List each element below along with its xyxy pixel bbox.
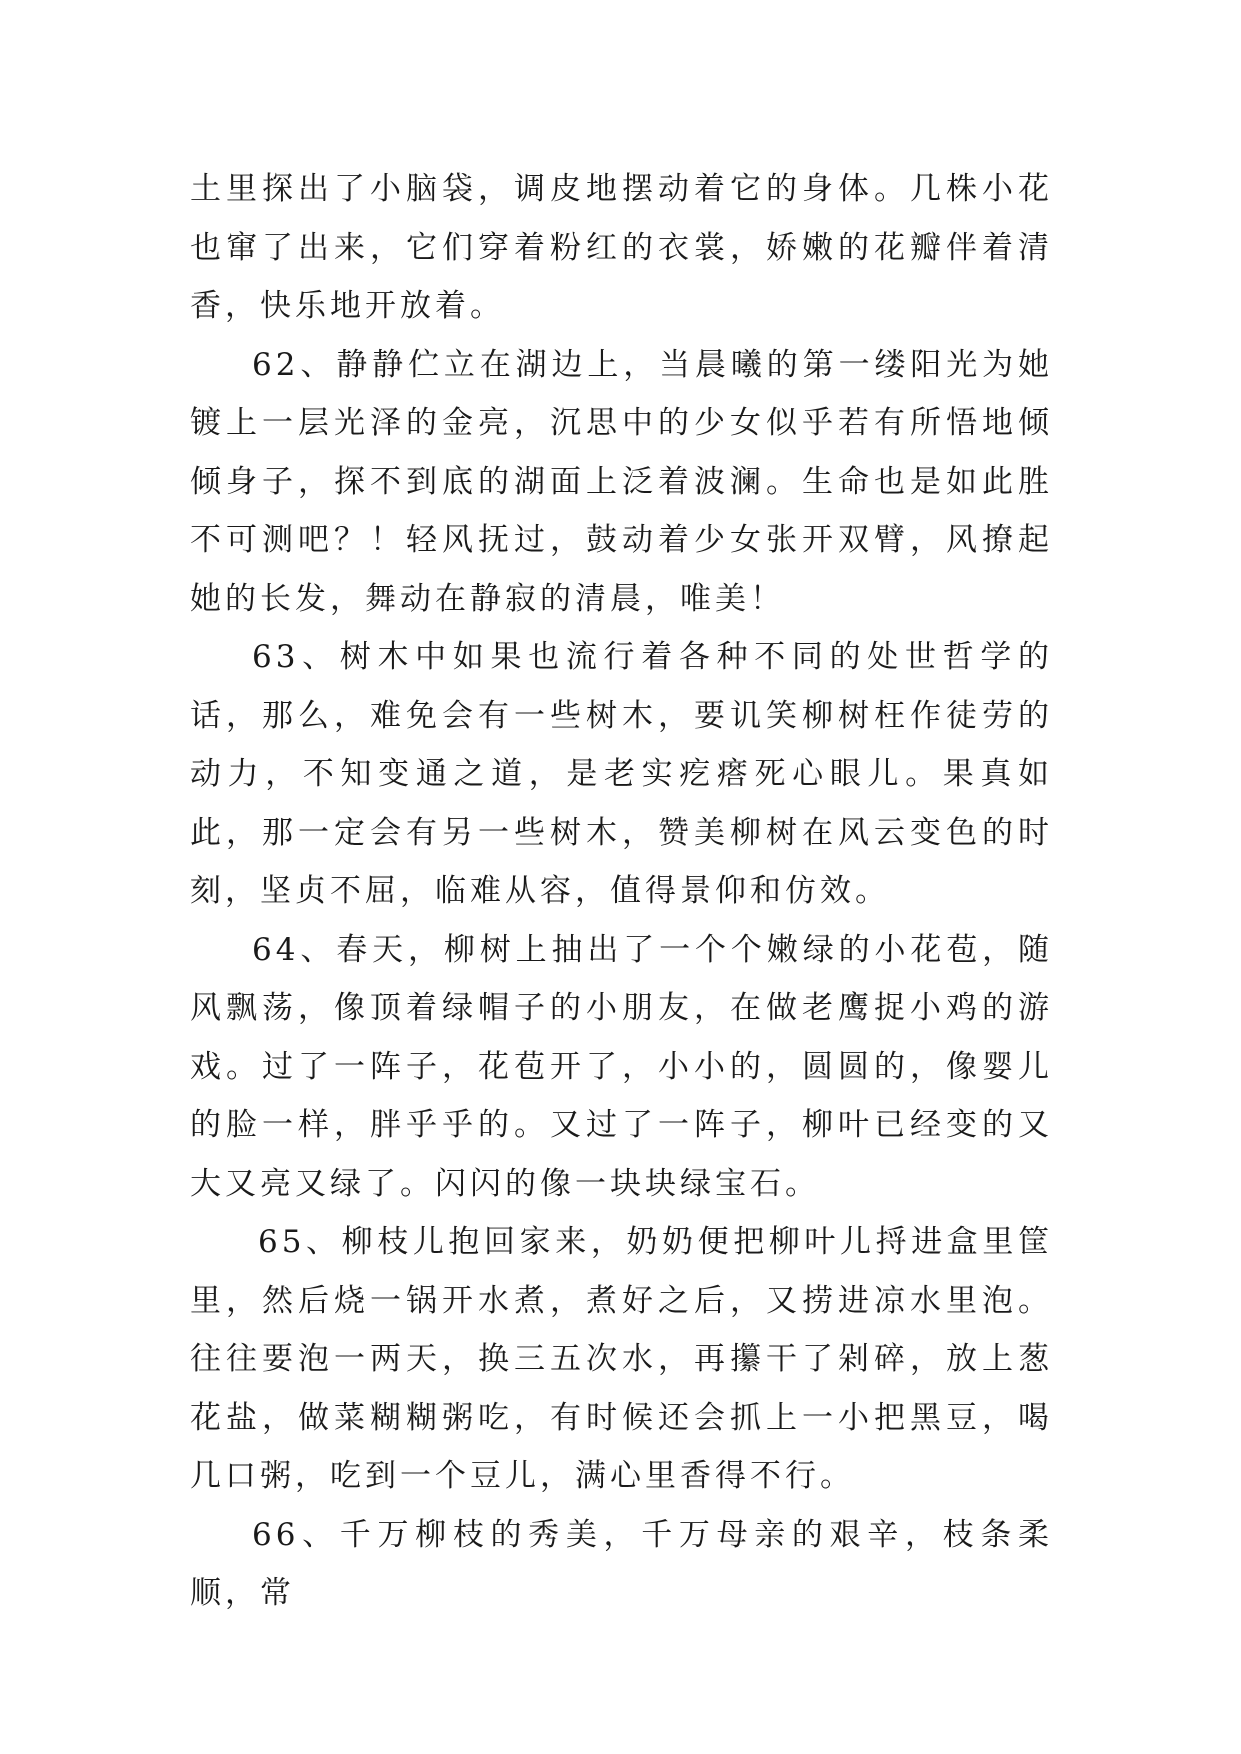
paragraph-continuation: 土里探出了小脑袋，调皮地摆动着它的身体。几株小花也窜了出来，它们穿着粉红的衣裳，娇嫩的花瓣伴着清香，快乐地开放着。 <box>190 171 1053 324</box>
paragraph-66: 66、千万柳枝的秀美，千万母亲的艰辛，枝条柔顺，常 <box>190 1516 1053 1611</box>
paragraph-64: 64、春天，柳树上抽出了一个个嫩绿的小花苞，随风飘荡，像顶着绿帽子的小朋友，在做老鹰捉小鸡的游戏。过了一阵子，花苞开了，小小的，圆圆的，像婴儿的脸一样，胖乎乎的。又过了一阵子，柳叶已经变的又大又亮又绿了。闪闪的像一块块绿宝石。 <box>190 931 1053 1202</box>
paragraph-62: 62、静静伫立在湖边上，当晨曦的第一缕阳光为她镀上一层光泽的金亮，沉思中的少女似乎若有所悟地倾倾身子，探不到底的湖面上泛着波澜。生命也是如此胜不可测吧？！轻风抚过，鼓动着少女张开双臂，风撩起她的长发，舞动在静寂的清晨，唯美！ <box>190 346 1053 617</box>
paragraph-65: 65、柳枝儿抱回家来，奶奶便把柳叶儿捋进盒里筐里，然后烧一锅开水煮，煮好之后，又捞进凉水里泡。往往要泡一两天，换三五次水，再攥干了剁碎，放上葱花盐，做菜糊糊粥吃，有时候还会抓上一小把黑豆，喝几口粥，吃到一个豆儿，满心里香得不行。 <box>190 1224 1053 1494</box>
paragraph-63: 63、树木中如果也流行着各种不同的处世哲学的话，那么，难免会有一些树木，要讥笑柳树枉作徒劳的动力，不知变通之道，是老实疙瘩死心眼儿。果真如此，那一定会有另一些树木，赞美柳树在风云变色的时刻，坚贞不屈，临难从容，值得景仰和仿效。 <box>190 639 1053 909</box>
document-body <box>190 160 1053 1623</box>
